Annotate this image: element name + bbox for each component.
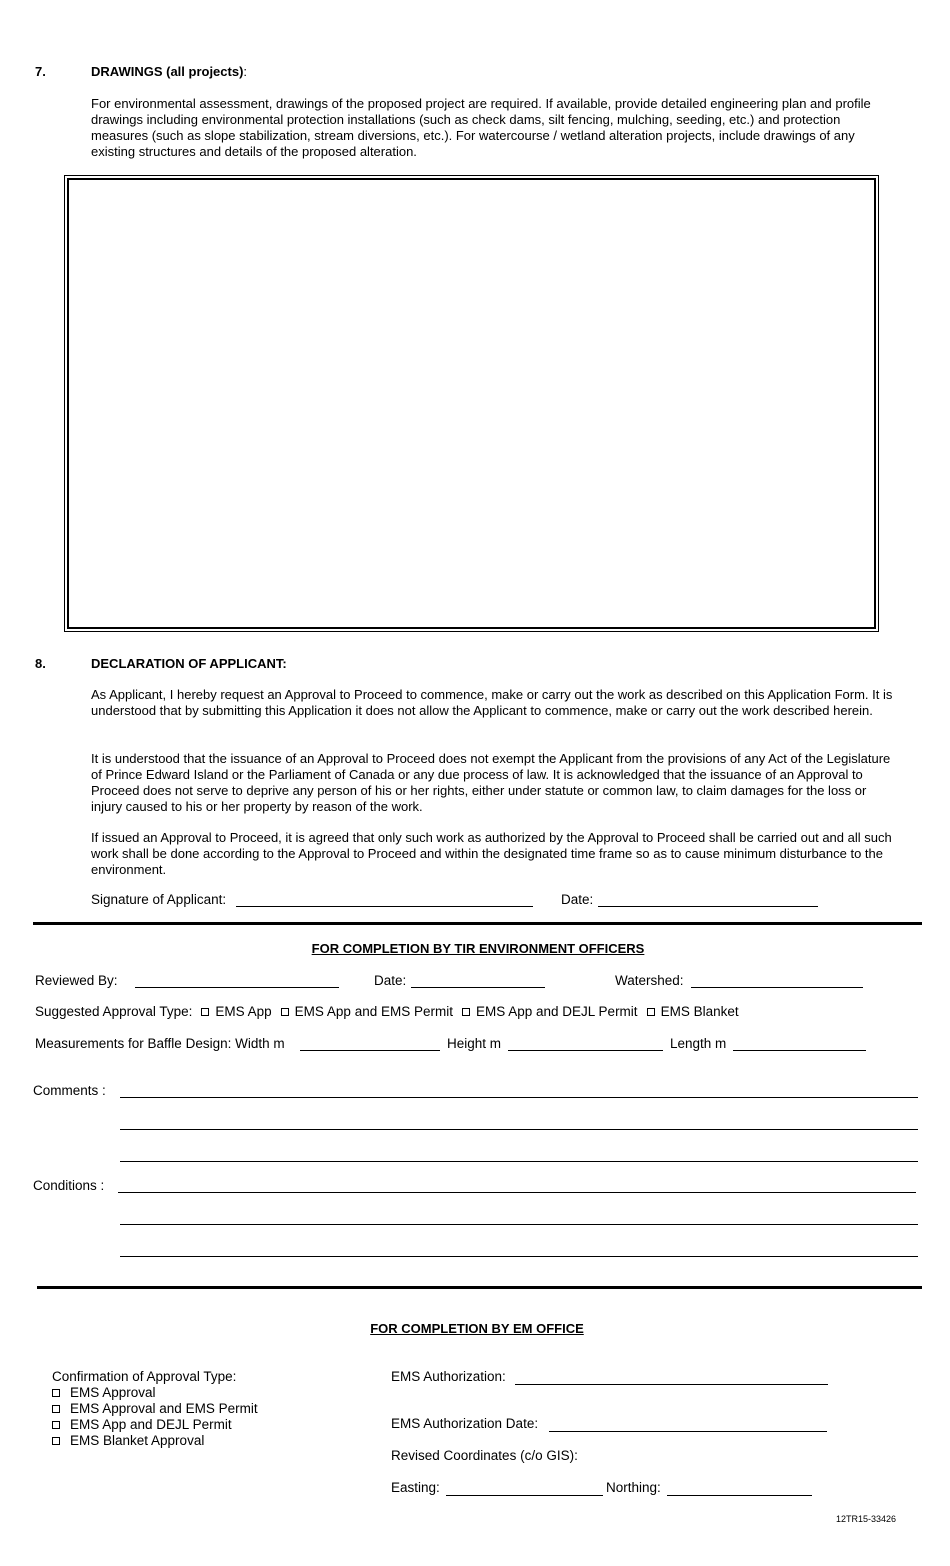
measurements-label: Measurements for Baffle Design: Width m [35, 1036, 285, 1051]
checkbox-ems-blanket-approval[interactable] [52, 1437, 60, 1445]
drawings-box[interactable] [64, 175, 879, 632]
option-ems-blanket: EMS Blanket [660, 1004, 739, 1019]
approval-type-label: Suggested Approval Type: [35, 1004, 193, 1019]
section-8-number: 8. [35, 656, 46, 671]
divider [37, 1286, 922, 1289]
signature-field[interactable] [236, 906, 533, 907]
ems-authorization-date-label: EMS Authorization Date: [391, 1416, 539, 1431]
confirmation-label: Confirmation of Approval Type: [52, 1369, 237, 1384]
review-date-label: Date: [374, 973, 407, 988]
comments-label: Comments : [33, 1083, 106, 1098]
confirmation-option [52, 1385, 156, 1400]
length-field[interactable] [733, 1050, 866, 1051]
checkbox-ems-approval-permit[interactable] [52, 1405, 60, 1413]
tir-heading: FOR COMPLETION BY TIR ENVIRONMENT OFFICERS [311, 941, 645, 956]
signature-label: Signature of Applicant: [91, 892, 227, 907]
option-ems-app: EMS App [215, 1004, 272, 1019]
comments-line-2[interactable] [120, 1129, 918, 1130]
height-field[interactable] [508, 1050, 663, 1051]
checkbox-ems-app-dejl[interactable] [462, 1008, 470, 1016]
drawings-area[interactable] [67, 178, 876, 629]
em-heading: FOR COMPLETION BY EM OFFICE [370, 1321, 584, 1336]
watershed-label: Watershed: [615, 973, 684, 988]
declaration-para-1: As Applicant, I hereby request an Approval to Proceed to commence, make or carry out the work as described on this Application Form. It is understood that by submitting this Application it does not allow the Applicant to commence, make or carry out the work described herein. [91, 687, 893, 718]
signature-date-field[interactable] [598, 906, 818, 907]
ems-authorization-label: EMS Authorization: [391, 1369, 506, 1384]
confirmation-option-label: EMS Approval [70, 1385, 156, 1400]
option-ems-app-dejl: EMS App and DEJL Permit [475, 1004, 638, 1019]
section-7-number: 7. [35, 64, 46, 79]
comments-line-3[interactable] [120, 1161, 918, 1162]
conditions-label: Conditions : [33, 1178, 105, 1193]
section-7-heading [91, 64, 247, 79]
signature-date-label: Date: [561, 892, 594, 907]
reviewed-by-label: Reviewed By: [35, 973, 118, 988]
comments-line-1[interactable] [120, 1097, 918, 1098]
height-label: Height m [447, 1036, 502, 1051]
section-7-title: DRAWINGS (all projects) [91, 64, 244, 79]
checkbox-ems-approval[interactable] [52, 1389, 60, 1397]
ems-authorization-field[interactable] [515, 1384, 828, 1385]
easting-label: Easting: [391, 1480, 440, 1495]
checkbox-ems-app-dejl-permit[interactable] [52, 1421, 60, 1429]
conditions-line-2[interactable] [120, 1224, 918, 1225]
checkbox-ems-app[interactable] [201, 1008, 209, 1016]
section-7-colon: : [243, 64, 248, 79]
length-label: Length m [670, 1036, 727, 1051]
checkbox-ems-app-permit[interactable] [281, 1008, 289, 1016]
option-ems-app-permit: EMS App and EMS Permit [294, 1004, 453, 1019]
confirmation-option-label: EMS Blanket Approval [70, 1433, 205, 1448]
approval-type-row [35, 1004, 739, 1019]
conditions-line-3[interactable] [120, 1256, 918, 1257]
review-date-field[interactable] [411, 987, 545, 988]
conditions-line-1[interactable] [118, 1192, 916, 1193]
northing-label: Northing: [606, 1480, 661, 1495]
divider [33, 922, 922, 925]
watershed-field[interactable] [691, 987, 863, 988]
confirmation-option [52, 1433, 204, 1448]
width-field[interactable] [300, 1050, 440, 1051]
confirmation-option [52, 1401, 258, 1416]
confirmation-option-label: EMS Approval and EMS Permit [70, 1401, 258, 1416]
confirmation-option-label: EMS App and DEJL Permit [70, 1417, 232, 1432]
checkbox-ems-blanket[interactable] [647, 1008, 655, 1016]
ems-authorization-date-field[interactable] [549, 1431, 827, 1432]
declaration-para-2: It is understood that the issuance of an Approval to Proceed does not exempt the Applicant from the provisions of any Act of the Legislature of Prince Edward Island or the Parliament of Canada or any due process of law. It is acknowledged that the issuance of an Approval to Proceed does not serve to deprive any person of his or her rights, either under statute or common law, to claim damages for the loss or injury caused to his or her property by reason of the work. [91, 751, 891, 814]
form-code: 12TR15-33426 [836, 1514, 897, 1524]
declaration-para-3: If issued an Approval to Proceed, it is agreed that only such work as authorized by the Approval to Proceed shall be carried out and all such work shall be done according to the Approval to Proceed and within the designated time frame so as to cause minimum disturbance to the environment. [91, 830, 892, 877]
reviewed-by-field[interactable] [135, 987, 339, 988]
section-7-body: For environmental assessment, drawings of the proposed project are required. If available, provide detailed engineering plan and profile drawings including environmental protection installations (such as check dams, silt fencing, mulching, seeding, etc.) and protection measures (such as slope stabilization, stream diversions, etc.). For watercourse / wetland alteration projects, include drawings of any existing structures and details of the proposed alteration. [91, 96, 871, 159]
northing-field[interactable] [667, 1495, 812, 1496]
section-8-title: DECLARATION OF APPLICANT: [91, 656, 287, 671]
easting-field[interactable] [446, 1495, 603, 1496]
confirmation-option [52, 1417, 232, 1432]
revised-coordinates-label: Revised Coordinates (c/o GIS): [391, 1448, 578, 1463]
